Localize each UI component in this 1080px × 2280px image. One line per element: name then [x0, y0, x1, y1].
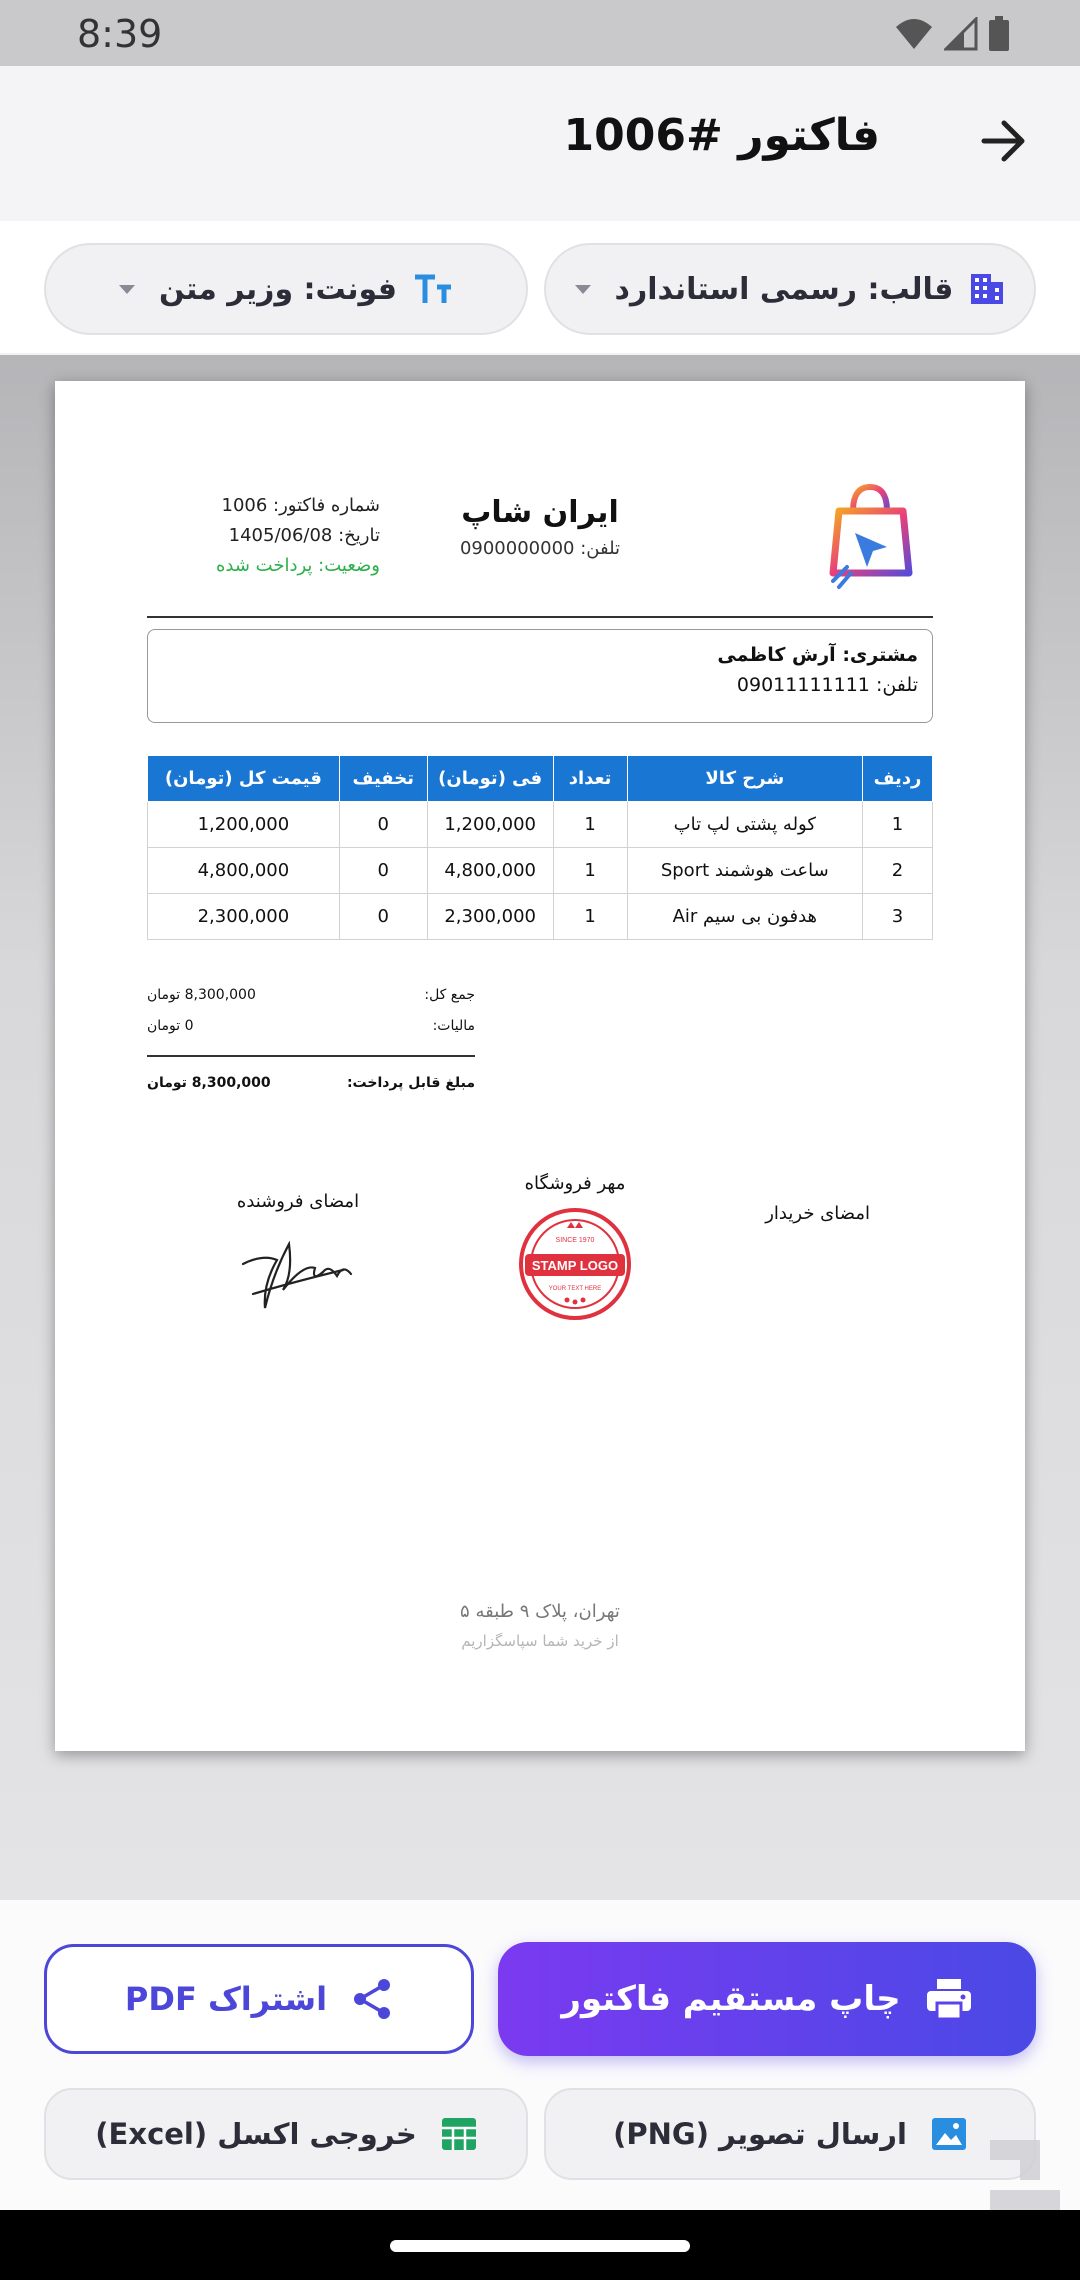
invoice-header	[55, 481, 1025, 601]
send-png-button[interactable]	[544, 2088, 1036, 2180]
share-pdf-button[interactable]	[44, 1944, 474, 2054]
customer-phone: تلفن: 09011111111	[736, 674, 918, 696]
cell-discount: 0	[339, 802, 427, 848]
cell-discount: 0	[339, 848, 427, 894]
send-png-label: ارسال تصویر (PNG)	[613, 2117, 907, 2151]
handwritten-signature-icon	[233, 1224, 363, 1316]
stamp-logo-icon	[517, 1206, 633, 1322]
home-gesture-handle[interactable]	[390, 2240, 690, 2252]
col-total-price: قیمت کل (تومان)	[148, 756, 340, 802]
cell-unit-price: 2,300,000	[427, 894, 553, 940]
chevron-down-icon	[575, 285, 591, 294]
invoice-footer	[55, 1601, 1025, 1650]
wifi-icon	[894, 17, 934, 51]
tax-row	[147, 1010, 475, 1041]
table-grid-icon	[441, 2117, 477, 2151]
font-selector[interactable]	[44, 243, 528, 335]
template-selector[interactable]	[544, 243, 1036, 335]
printer-icon	[925, 1977, 973, 2021]
shop-stamp-block	[505, 1173, 645, 1327]
svg-text:SINCE 1970: SINCE 1970	[555, 1237, 595, 1244]
status-bar	[0, 0, 1080, 66]
cell-row-number: 2	[863, 848, 933, 894]
system-nav-bar	[0, 2210, 1080, 2280]
print-label: چاپ مستقیم فاکتور	[561, 1979, 901, 2019]
cell-total-price: 1,200,000	[148, 802, 340, 848]
excel-export-button[interactable]	[44, 2088, 528, 2180]
cell-description: هدفون بی سیم Air	[627, 894, 863, 940]
tax-value: 0 تومان	[147, 1017, 194, 1034]
cell-unit-price: 1,200,000	[427, 802, 553, 848]
seller-signature-label: امضای فروشنده	[236, 1191, 360, 1212]
total-value: 8,300,000 تومان	[147, 986, 256, 1003]
signal-icon	[944, 17, 978, 51]
payable-row	[147, 1067, 475, 1098]
cell-quantity: 1	[553, 802, 627, 848]
totals-divider	[147, 1055, 475, 1057]
customer-box	[147, 629, 933, 723]
col-row-number: ردیف	[863, 756, 933, 802]
cell-discount: 0	[339, 894, 427, 940]
cell-row-number: 3	[863, 894, 933, 940]
tax-label: مالیات:	[432, 1017, 475, 1034]
invoice-preview[interactable]	[0, 355, 1080, 1900]
shop-name: ایران شاپ	[461, 495, 619, 530]
action-panel	[0, 1900, 1080, 2210]
seller-signature-block	[213, 1191, 383, 1321]
customer-name: مشتری: آرش کاظمی	[717, 644, 918, 666]
table-row	[148, 848, 933, 894]
invoice-meta	[150, 491, 380, 581]
cell-row-number: 1	[863, 802, 933, 848]
shop-info	[440, 495, 640, 559]
cell-description: ساعت هوشمند Sport	[627, 848, 863, 894]
cell-quantity: 1	[553, 848, 627, 894]
payable-value: 8,300,000 تومان	[147, 1074, 271, 1091]
template-label: قالب: رسمی استاندارد	[614, 271, 954, 307]
invoice-sheet	[55, 381, 1025, 1751]
payable-label: مبلغ قابل پرداخت:	[346, 1074, 475, 1091]
battery-icon	[988, 16, 1010, 52]
svg-text:YOUR TEXT HERE: YOUR TEXT HERE	[548, 1286, 602, 1292]
col-unit-price: فی (تومان)	[427, 756, 553, 802]
payment-status: وضعیت: پرداخت شده	[216, 555, 380, 576]
svg-text:STAMP LOGO: STAMP LOGO	[531, 1258, 619, 1273]
selector-row	[0, 221, 1080, 353]
col-quantity: تعداد	[553, 756, 627, 802]
shop-stamp-label: مهر فروشگاه	[524, 1173, 626, 1194]
items-table	[147, 755, 933, 940]
totals-box	[147, 979, 475, 1098]
header-divider	[147, 616, 933, 618]
col-discount: تخفیف	[339, 756, 427, 802]
cell-unit-price: 4,800,000	[427, 848, 553, 894]
table-row	[148, 802, 933, 848]
shop-logo-icon	[825, 481, 915, 591]
app-bar	[0, 66, 1080, 221]
cell-description: کوله پشتی لپ تاپ	[627, 802, 863, 848]
total-row	[147, 979, 475, 1010]
table-row	[148, 894, 933, 940]
shop-phone: تلفن: 0900000000	[459, 538, 621, 559]
image-icon	[931, 2117, 967, 2151]
invoice-number: شماره فاکتور: 1006	[221, 495, 380, 516]
invoice-date: تاریخ: 1405/06/08	[228, 525, 380, 546]
page-title: فاکتور #1006	[563, 110, 880, 161]
cell-quantity: 1	[553, 894, 627, 940]
cell-total-price: 4,800,000	[148, 848, 340, 894]
cell-total-price: 2,300,000	[148, 894, 340, 940]
status-time: 8:39	[77, 12, 163, 56]
building-icon	[969, 272, 1005, 306]
footer-thanks: از خرید شما سپاسگزاریم	[461, 1632, 619, 1650]
font-label: فونت: وزیر متن	[158, 271, 398, 307]
total-label: جمع کل:	[424, 986, 475, 1003]
table-header-row	[148, 756, 933, 802]
buyer-signature: امضای خریدار	[765, 1203, 870, 1224]
share-icon	[351, 1977, 393, 2021]
chevron-down-icon	[119, 285, 135, 294]
text-size-icon	[413, 273, 453, 305]
footer-address: تهران، پلاک ۹ طبقه ۵	[460, 1601, 620, 1622]
print-invoice-button[interactable]	[498, 1942, 1036, 2056]
col-description: شرح کالا	[627, 756, 863, 802]
status-icons	[894, 16, 1010, 52]
share-pdf-label: اشتراک PDF	[124, 1980, 328, 2018]
back-arrow-icon[interactable]	[978, 116, 1028, 166]
excel-label: خروجی اکسل (Excel)	[95, 2117, 417, 2151]
